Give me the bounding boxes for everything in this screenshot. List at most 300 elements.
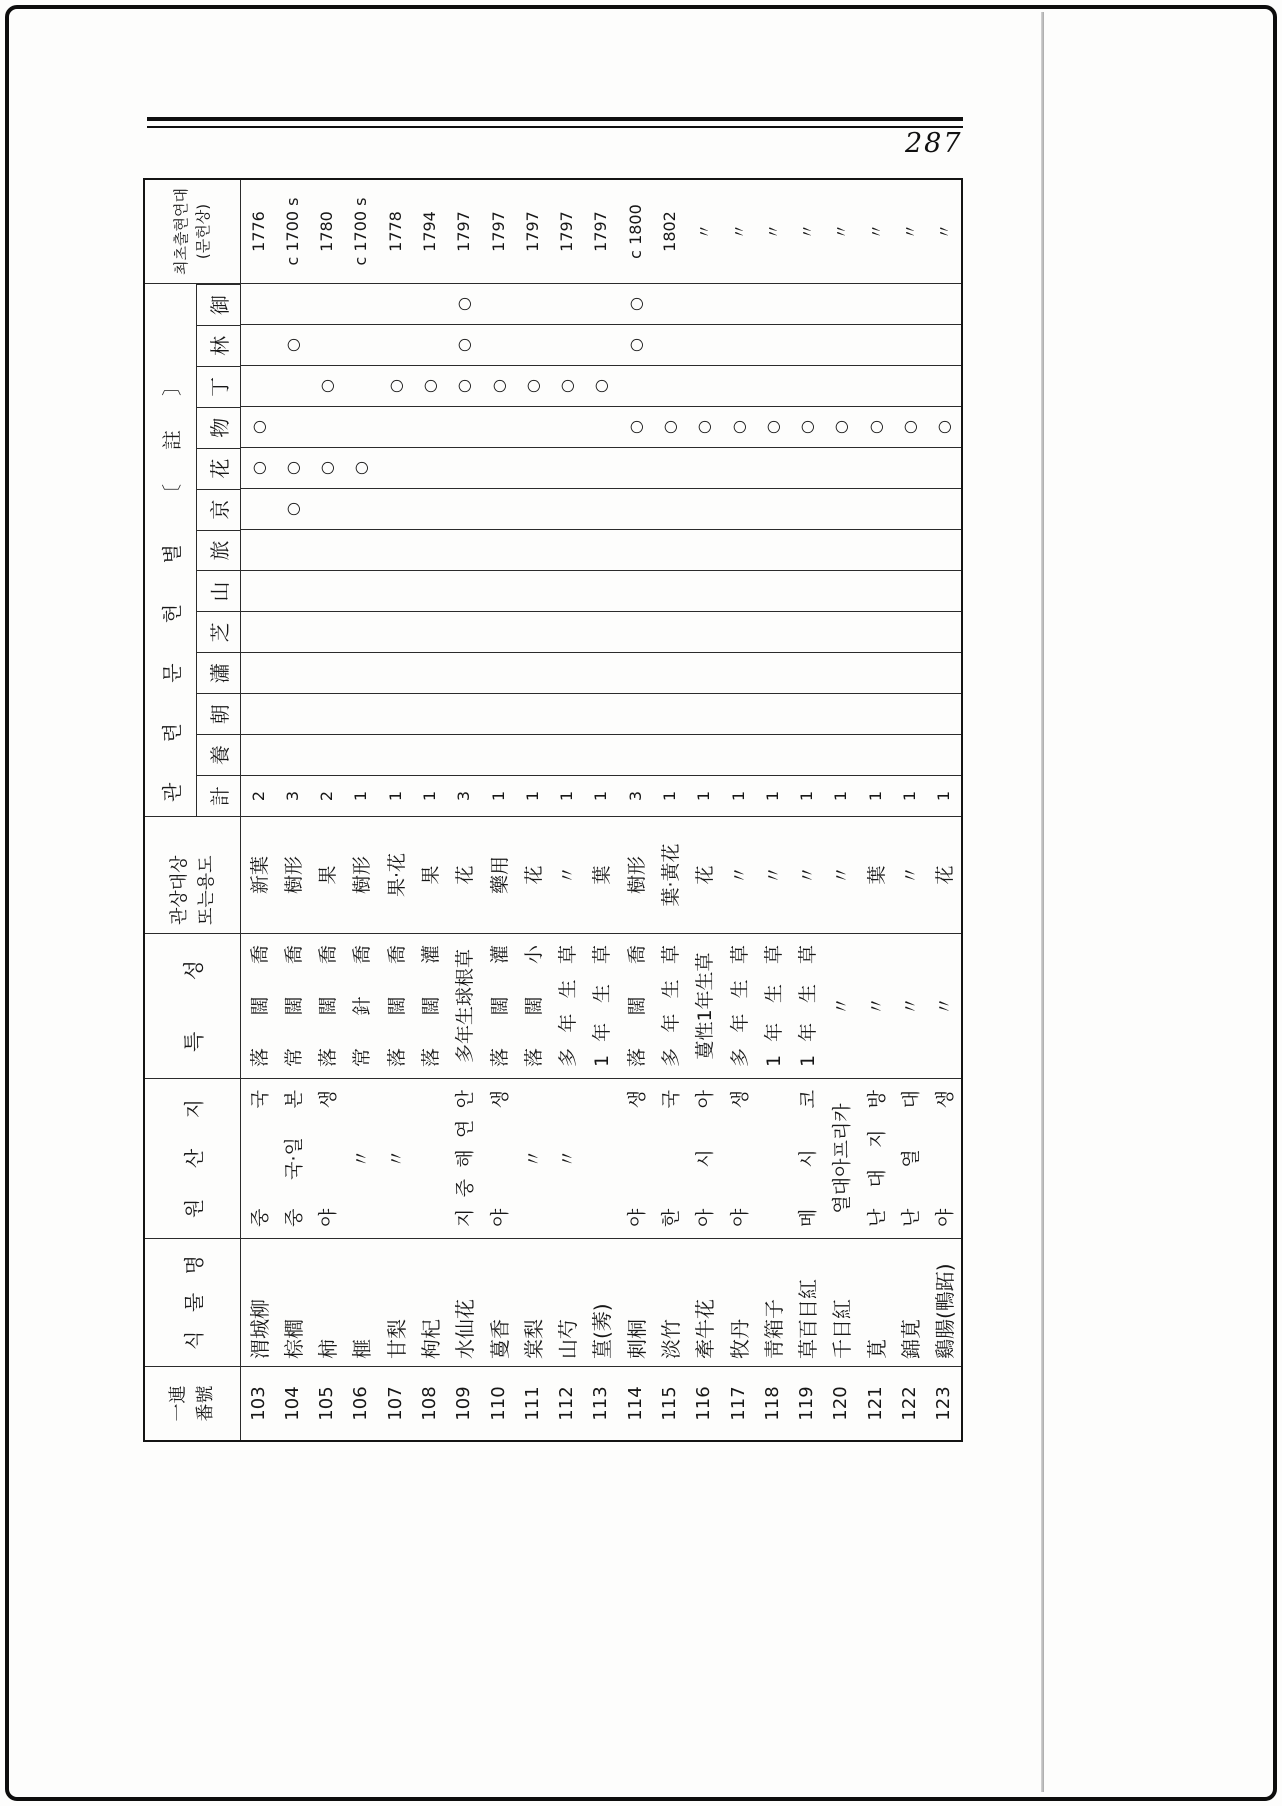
- literature-mark-cell: [515, 283, 549, 324]
- literature-mark-cell: [584, 693, 618, 734]
- page-number: 287: [905, 128, 963, 159]
- literature-col-label: 芝: [197, 611, 240, 652]
- origin-cell: 난 열 대: [892, 1078, 926, 1238]
- header-ornamental-use: [145, 816, 240, 933]
- literature-mark-cell: [858, 570, 892, 611]
- literature-mark-cell: [687, 529, 721, 570]
- literature-mark-cell: [755, 693, 789, 734]
- use-cell: 花: [515, 816, 549, 933]
- literature-col-label: 丁: [197, 366, 240, 407]
- literature-mark-cell: [927, 488, 961, 529]
- literature-mark-cell: [892, 570, 926, 611]
- first-year-cell: 〃: [900, 223, 920, 240]
- literature-mark-cell: [927, 693, 961, 734]
- literature-mark-cell: [824, 447, 858, 488]
- literature-mark-cell: [412, 693, 446, 734]
- literature-mark-cell: [447, 529, 481, 570]
- literature-mark-cell: [241, 283, 275, 324]
- presence-circle: ○: [481, 365, 515, 406]
- presence-circle: ○: [721, 406, 755, 447]
- presence-circle: ○: [687, 406, 721, 447]
- literature-mark-cell: [344, 324, 378, 365]
- plant-name-cell: 渭城柳: [241, 1238, 275, 1366]
- literature-mark-cell: [618, 365, 652, 406]
- literature-mark-cell: [755, 283, 789, 324]
- trait-cell: 落 闊 小: [515, 933, 549, 1078]
- plants-table: [143, 178, 963, 1442]
- literature-mark-cell: [344, 570, 378, 611]
- literature-mark-cell: [378, 406, 412, 447]
- plant-name-cell: 山芍: [550, 1238, 584, 1366]
- literature-mark-cell: [310, 488, 344, 529]
- table-row: [652, 180, 686, 1440]
- literature-mark-cell: [550, 611, 584, 652]
- presence-circle: ○: [275, 324, 309, 365]
- literature-mark-cell: [858, 611, 892, 652]
- table-row: [687, 180, 721, 1440]
- literature-mark-cell: [515, 734, 549, 775]
- header-serial-number: [145, 1366, 240, 1440]
- literature-mark-cell: [344, 611, 378, 652]
- literature-mark-cell: [652, 447, 686, 488]
- presence-circle: ○: [412, 365, 446, 406]
- literature-mark-cell: [687, 447, 721, 488]
- literature-mark-cell: [310, 324, 344, 365]
- row-number: 105: [310, 1366, 344, 1440]
- presence-circle: ○: [515, 365, 549, 406]
- literature-mark-cell: [447, 693, 481, 734]
- literature-mark-cell: [378, 324, 412, 365]
- literature-mark-cell: [412, 488, 446, 529]
- literature-mark-cell: [824, 529, 858, 570]
- literature-mark-cell: [652, 693, 686, 734]
- table-row: [755, 180, 789, 1440]
- literature-mark-cell: [892, 447, 926, 488]
- literature-mark-cell: [584, 406, 618, 447]
- presence-circle: ○: [241, 406, 275, 447]
- literature-mark-cell: [755, 365, 789, 406]
- literature-mark-cell: [550, 283, 584, 324]
- literature-mark-cell: [412, 652, 446, 693]
- use-cell: 〃: [892, 816, 926, 933]
- trait-cell: 常 闊 喬: [275, 933, 309, 1078]
- literature-mark-cell: [515, 447, 549, 488]
- literature-mark-cell: [755, 529, 789, 570]
- literature-total-cell: 1: [412, 775, 446, 816]
- literature-mark-cell: [550, 529, 584, 570]
- literature-mark-cell: [721, 324, 755, 365]
- header-plant-name-label: 식 물 명: [182, 1255, 206, 1350]
- literature-mark-cell: [790, 652, 824, 693]
- row-number: 107: [378, 1366, 412, 1440]
- header-first-appearance-line1: 최초출현연대: [171, 188, 190, 275]
- use-cell: 花: [927, 816, 961, 933]
- origin-cell: 〃: [344, 1078, 378, 1238]
- origin-cell: [412, 1078, 446, 1238]
- literature-total-cell: 1: [515, 775, 549, 816]
- table-row: [550, 180, 584, 1440]
- literature-mark-cell: [515, 611, 549, 652]
- trait-cell: 落 闊 喬: [618, 933, 652, 1078]
- literature-mark-cell: [447, 488, 481, 529]
- plant-name-cell: 錦莧: [892, 1238, 926, 1366]
- literature-total-cell: 1: [824, 775, 858, 816]
- literature-mark-cell: [790, 529, 824, 570]
- literature-mark-cell: [241, 570, 275, 611]
- literature-mark-cell: [721, 693, 755, 734]
- plant-name-cell: 草百日紅: [790, 1238, 824, 1366]
- trait-cell: 〃: [858, 933, 892, 1078]
- rotated-plants-table: [143, 178, 963, 1442]
- row-number: 112: [550, 1366, 584, 1440]
- literature-mark-cell: [275, 693, 309, 734]
- plant-name-cell: 淡竹: [652, 1238, 686, 1366]
- row-number: 114: [618, 1366, 652, 1440]
- use-cell: 果·花: [378, 816, 412, 933]
- literature-mark-cell: [412, 529, 446, 570]
- first-year-cell: c 1700 s: [351, 197, 371, 266]
- trait-cell: 1 年 生 草: [790, 933, 824, 1078]
- use-cell: 花: [687, 816, 721, 933]
- literature-mark-cell: [721, 570, 755, 611]
- table-row: [310, 180, 344, 1440]
- literature-group-title: [145, 284, 197, 816]
- literature-mark-cell: [344, 734, 378, 775]
- literature-mark-cell: [824, 652, 858, 693]
- literature-mark-cell: [858, 693, 892, 734]
- literature-mark-cell: [892, 365, 926, 406]
- literature-mark-cell: [892, 693, 926, 734]
- literature-mark-cell: [584, 324, 618, 365]
- first-year-cell: 〃: [695, 223, 715, 240]
- trait-cell: 多 年 生 草: [721, 933, 755, 1078]
- literature-mark-cell: [481, 652, 515, 693]
- first-year-cell: 〃: [798, 223, 818, 240]
- literature-mark-cell: [481, 447, 515, 488]
- literature-mark-cell: [721, 529, 755, 570]
- literature-col-label: 京: [197, 489, 240, 530]
- literature-mark-cell: [721, 283, 755, 324]
- literature-mark-cell: [755, 570, 789, 611]
- table-row: [515, 180, 549, 1440]
- literature-mark-cell: [790, 324, 824, 365]
- literature-mark-cell: [515, 693, 549, 734]
- trait-cell: 1 年 生 草: [755, 933, 789, 1078]
- first-year-cell: c 1800: [625, 204, 645, 259]
- table-row: [721, 180, 755, 1440]
- presence-circle: ○: [447, 365, 481, 406]
- use-cell: 花: [447, 816, 481, 933]
- row-number: 117: [721, 1366, 755, 1440]
- literature-col-label: 物: [197, 407, 240, 448]
- literature-mark-cell: [790, 447, 824, 488]
- literature-mark-cell: [241, 529, 275, 570]
- literature-mark-cell: [310, 283, 344, 324]
- plant-name-cell: 千日紅: [824, 1238, 858, 1366]
- trait-cell: 常 針 喬: [344, 933, 378, 1078]
- literature-mark-cell: [858, 488, 892, 529]
- literature-mark-cell: [721, 447, 755, 488]
- literature-mark-cell: [481, 611, 515, 652]
- literature-mark-cell: [927, 734, 961, 775]
- literature-mark-cell: [275, 570, 309, 611]
- literature-mark-cell: [310, 611, 344, 652]
- literature-mark-cell: [550, 447, 584, 488]
- header-origin: [145, 1078, 240, 1238]
- literature-mark-cell: [310, 406, 344, 447]
- literature-mark-cell: [412, 406, 446, 447]
- origin-cell: 야 생: [618, 1078, 652, 1238]
- row-number: 119: [790, 1366, 824, 1440]
- first-year-cell: 〃: [763, 223, 783, 240]
- literature-mark-cell: [687, 283, 721, 324]
- trait-cell: 〃: [927, 933, 961, 1078]
- plant-name-cell: 牽牛花: [687, 1238, 721, 1366]
- literature-mark-cell: [584, 283, 618, 324]
- literature-mark-cell: [481, 488, 515, 529]
- row-number: 106: [344, 1366, 378, 1440]
- literature-mark-cell: [687, 652, 721, 693]
- presence-circle: ○: [892, 406, 926, 447]
- header-plant-name: [145, 1238, 240, 1366]
- trait-cell: 蔓性1年生草: [687, 933, 721, 1078]
- literature-mark-cell: [652, 365, 686, 406]
- first-year-cell: 1797: [522, 211, 542, 252]
- literature-mark-cell: [892, 488, 926, 529]
- literature-mark-cell: [550, 570, 584, 611]
- use-cell: 〃: [721, 816, 755, 933]
- presence-circle: ○: [241, 447, 275, 488]
- row-number: 120: [824, 1366, 858, 1440]
- use-cell: 葉·黃花: [652, 816, 686, 933]
- literature-mark-cell: [687, 488, 721, 529]
- literature-mark-cell: [344, 529, 378, 570]
- literature-mark-cell: [927, 529, 961, 570]
- literature-mark-cell: [378, 693, 412, 734]
- literature-mark-cell: [618, 570, 652, 611]
- literature-mark-cell: [241, 693, 275, 734]
- origin-cell: 〃: [515, 1078, 549, 1238]
- literature-mark-cell: [344, 406, 378, 447]
- literature-mark-cell: [618, 693, 652, 734]
- plant-name-cell: 鷄腸(鴨跖): [927, 1238, 961, 1366]
- literature-mark-cell: [755, 324, 789, 365]
- table-row: [481, 180, 515, 1440]
- origin-cell: 야 생: [927, 1078, 961, 1238]
- literature-mark-cell: [344, 365, 378, 406]
- presence-circle: ○: [275, 447, 309, 488]
- literature-mark-cell: [687, 734, 721, 775]
- page-edge-shadow: [1041, 12, 1044, 1792]
- literature-mark-cell: [790, 488, 824, 529]
- table-row: [241, 180, 275, 1440]
- first-year-cell: 1776: [248, 211, 268, 252]
- literature-mark-cell: [755, 652, 789, 693]
- table-row: [275, 180, 309, 1440]
- literature-mark-cell: [481, 529, 515, 570]
- row-number: 103: [241, 1366, 275, 1440]
- literature-mark-cell: [824, 365, 858, 406]
- literature-mark-cell: [275, 734, 309, 775]
- literature-mark-cell: [481, 693, 515, 734]
- literature-mark-cell: [858, 324, 892, 365]
- presence-circle: ○: [618, 324, 652, 365]
- presence-circle: ○: [310, 447, 344, 488]
- literature-mark-cell: [344, 283, 378, 324]
- literature-col-label: 御: [197, 284, 240, 325]
- first-year-cell: 1797: [488, 211, 508, 252]
- literature-mark-cell: [652, 283, 686, 324]
- literature-mark-cell: [790, 693, 824, 734]
- literature-mark-cell: [275, 283, 309, 324]
- literature-mark-cell: [858, 365, 892, 406]
- row-number: 115: [652, 1366, 686, 1440]
- literature-mark-cell: [550, 324, 584, 365]
- origin-cell: 야 생: [310, 1078, 344, 1238]
- literature-mark-cell: [927, 652, 961, 693]
- header-origin-label: 원 산 지: [182, 1099, 206, 1218]
- literature-mark-cell: [858, 447, 892, 488]
- literature-mark-cell: [721, 734, 755, 775]
- presence-circle: ○: [790, 406, 824, 447]
- literature-mark-cell: [755, 611, 789, 652]
- literature-mark-cell: [241, 488, 275, 529]
- row-number: 111: [515, 1366, 549, 1440]
- literature-mark-cell: [858, 283, 892, 324]
- literature-total-cell: 3: [447, 775, 481, 816]
- literature-mark-cell: [447, 652, 481, 693]
- trait-cell: 多 年 生 草: [652, 933, 686, 1078]
- literature-mark-cell: [824, 488, 858, 529]
- literature-mark-cell: [824, 611, 858, 652]
- literature-mark-cell: [275, 652, 309, 693]
- literature-mark-cell: [515, 488, 549, 529]
- literature-mark-cell: [378, 283, 412, 324]
- literature-mark-cell: [481, 570, 515, 611]
- literature-group-label: 관 련 문 헌 별 〔註〕: [160, 376, 184, 802]
- literature-mark-cell: [412, 324, 446, 365]
- presence-circle: ○: [310, 365, 344, 406]
- literature-mark-cell: [515, 406, 549, 447]
- literature-mark-cell: [412, 734, 446, 775]
- trait-cell: 落 闊 喬: [310, 933, 344, 1078]
- literature-mark-cell: [515, 570, 549, 611]
- literature-total-cell: 1: [790, 775, 824, 816]
- first-year-cell: 1778: [385, 211, 405, 252]
- literature-mark-cell: [687, 693, 721, 734]
- literature-mark-cell: [550, 693, 584, 734]
- literature-mark-cell: [447, 611, 481, 652]
- literature-mark-cell: [687, 570, 721, 611]
- literature-mark-cell: [550, 734, 584, 775]
- literature-mark-cell: [310, 529, 344, 570]
- plant-name-cell: 棠梨: [515, 1238, 549, 1366]
- literature-mark-cell: [927, 365, 961, 406]
- row-number: 116: [687, 1366, 721, 1440]
- literature-mark-cell: [481, 734, 515, 775]
- literature-mark-cell: [824, 693, 858, 734]
- literature-mark-cell: [584, 529, 618, 570]
- header-serial-line1: 一連: [168, 1385, 190, 1422]
- origin-cell: 아 시 아: [687, 1078, 721, 1238]
- origin-cell: 〃: [550, 1078, 584, 1238]
- literature-mark-cell: [790, 611, 824, 652]
- first-year-cell: 〃: [935, 223, 955, 240]
- literature-mark-cell: [790, 734, 824, 775]
- use-cell: 〃: [755, 816, 789, 933]
- plant-name-cell: 枸杞: [412, 1238, 446, 1366]
- row-number: 118: [755, 1366, 789, 1440]
- literature-mark-cell: [721, 652, 755, 693]
- row-number: 123: [927, 1366, 961, 1440]
- literature-mark-cell: [447, 734, 481, 775]
- literature-mark-cell: [378, 488, 412, 529]
- literature-mark-cell: [241, 324, 275, 365]
- plant-name-cell: 莧: [858, 1238, 892, 1366]
- first-year-cell: 1802: [660, 211, 680, 252]
- literature-mark-cell: [515, 324, 549, 365]
- table-row: [858, 180, 892, 1440]
- presence-circle: ○: [378, 365, 412, 406]
- first-year-cell: 1797: [557, 211, 577, 252]
- literature-mark-cell: [584, 570, 618, 611]
- literature-mark-cell: [310, 652, 344, 693]
- first-year-cell: 〃: [729, 223, 749, 240]
- header-first-appearance-line2: (문헌상): [193, 203, 212, 260]
- use-cell: 〃: [790, 816, 824, 933]
- header-first-appearance: [145, 180, 240, 283]
- literature-mark-cell: [378, 652, 412, 693]
- literature-mark-cell: [275, 406, 309, 447]
- literature-mark-cell: [447, 447, 481, 488]
- header-traits-label: 특 성: [181, 960, 206, 1052]
- trait-cell: 落 闊 灌: [481, 933, 515, 1078]
- literature-mark-cell: [652, 529, 686, 570]
- origin-cell: 지 중 해 연 안: [447, 1078, 481, 1238]
- header-rule-thin: [147, 126, 963, 128]
- literature-mark-cell: [618, 447, 652, 488]
- literature-mark-cell: [858, 529, 892, 570]
- literature-column-labels: [197, 284, 240, 816]
- literature-mark-cell: [721, 488, 755, 529]
- literature-total-cell: 1: [481, 775, 515, 816]
- literature-mark-cell: [687, 324, 721, 365]
- origin-cell: 야 생: [721, 1078, 755, 1238]
- literature-mark-cell: [618, 734, 652, 775]
- literature-mark-cell: [481, 324, 515, 365]
- origin-cell: 중 국: [241, 1078, 275, 1238]
- row-number: 110: [481, 1366, 515, 1440]
- literature-mark-cell: [310, 734, 344, 775]
- literature-mark-cell: [687, 611, 721, 652]
- literature-mark-cell: [241, 734, 275, 775]
- presence-circle: ○: [275, 488, 309, 529]
- literature-col-label: 林: [197, 325, 240, 366]
- literature-mark-cell: [584, 488, 618, 529]
- use-cell: 新葉: [241, 816, 275, 933]
- use-cell: 樹形: [618, 816, 652, 933]
- table-row: [584, 180, 618, 1440]
- literature-total-cell: 1: [378, 775, 412, 816]
- literature-mark-cell: [824, 570, 858, 611]
- origin-cell: 열대아프리카: [824, 1078, 858, 1238]
- plant-name-cell: 刺桐: [618, 1238, 652, 1366]
- table-row: [447, 180, 481, 1440]
- literature-total-cell: 1: [858, 775, 892, 816]
- use-cell: 果: [412, 816, 446, 933]
- use-cell: 〃: [824, 816, 858, 933]
- literature-mark-cell: [550, 488, 584, 529]
